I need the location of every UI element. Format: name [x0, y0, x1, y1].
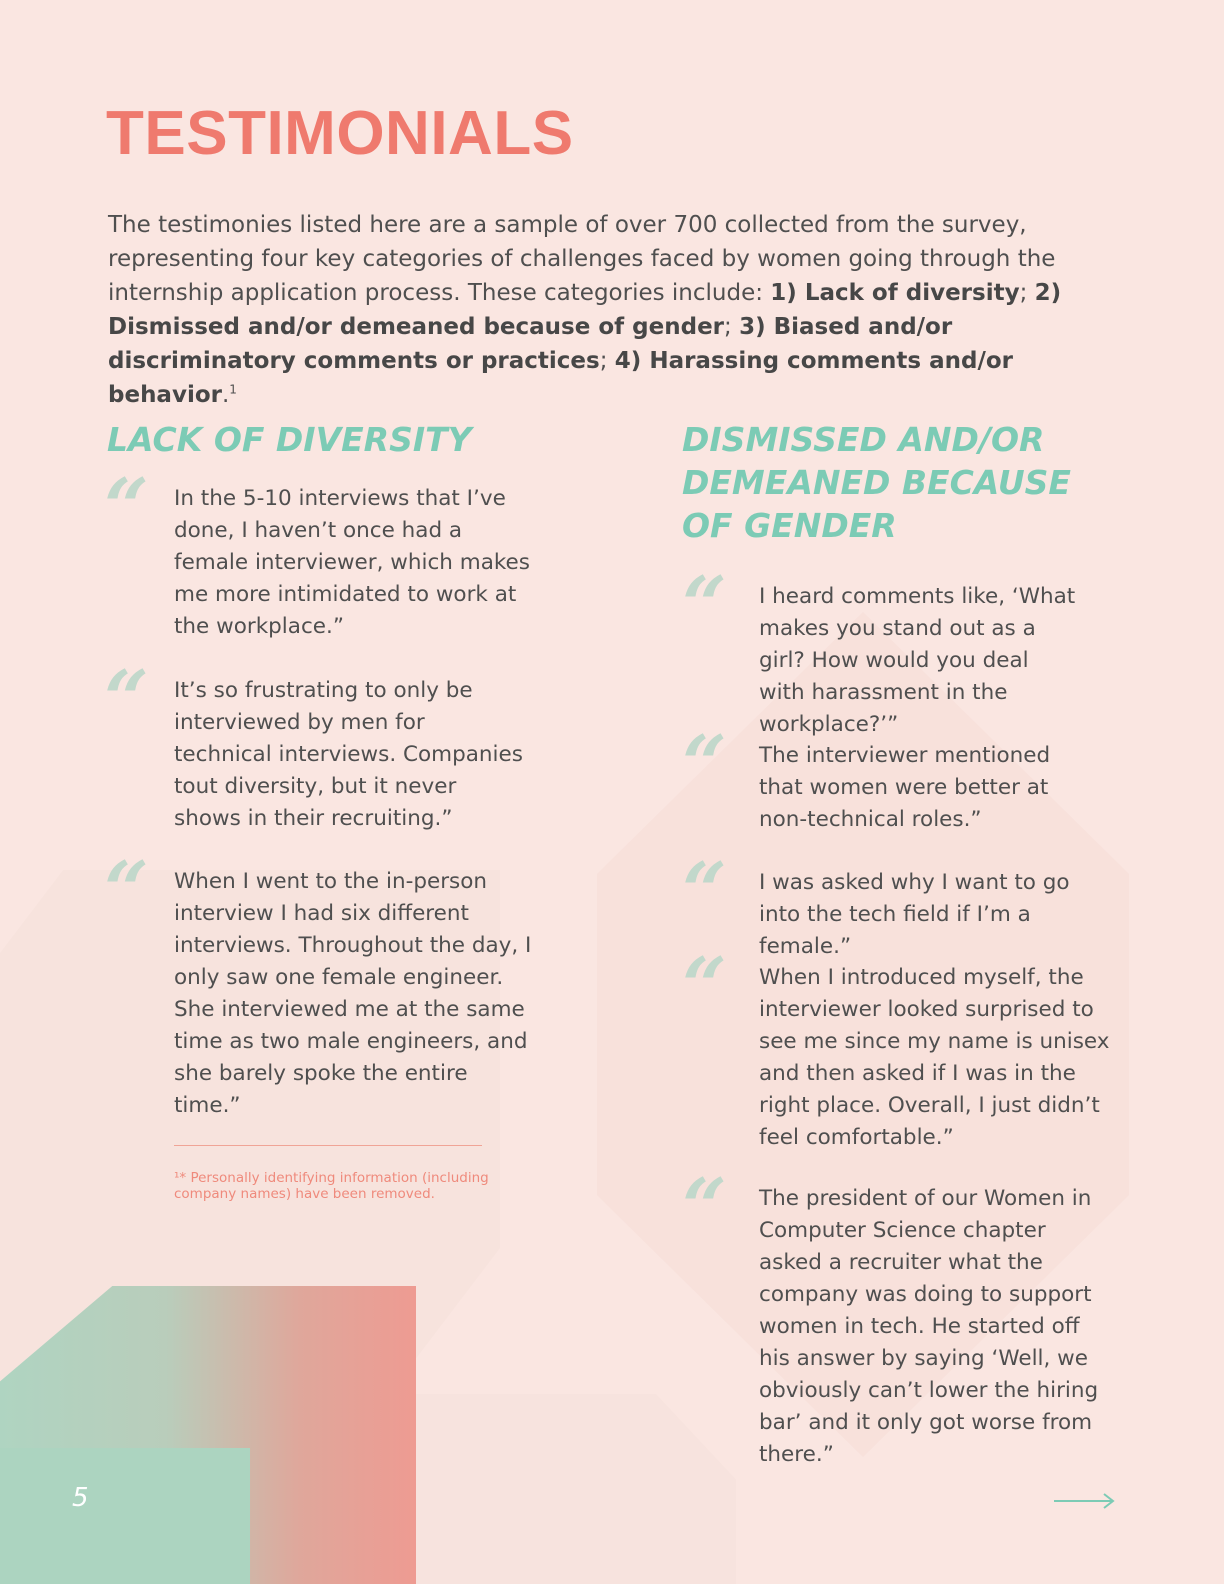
quote-text: When I introduced myself, the interviewer looked surprised to see me since my name is unisex and then asked if I was in the right place. Overall, I just didn’t feel comfortable.”	[759, 965, 1110, 1150]
arrow-right-icon[interactable]	[1052, 1491, 1116, 1511]
category-2: 2) Dismissed and/or demeaned because of gender	[108, 280, 1062, 340]
quote-text: It’s so frustrating to only be interviewed by men for technical interviews. Companies tout diversity, but it never shows in their recruiting.”	[174, 678, 523, 831]
footnote-reference: 1	[229, 382, 237, 397]
footnote-text: ¹* Personally identifying information (including company names) have been removed.	[174, 1170, 489, 1202]
quote-mark-icon: “	[682, 941, 727, 1032]
quote-dismissed-5	[682, 1162, 1109, 1471]
intro-lead: The testimonies listed here are a sample of over 700 collected from the survey, representing four key categories of challenges faced by women going through the internship application process. These categories include:	[108, 212, 1056, 306]
quote-text: When I went to the in-person interview I had six different interviews. Throughout the day, I only saw one female engineer. She interviewed me at the same time as two male engineers, and she barely spoke the entire time.”	[174, 869, 532, 1118]
quote-text: I was asked why I want to go into the tech field if I’m a female.”	[759, 870, 1070, 959]
quote-text: The president of our Women in Computer Science chapter asked a recruiter what the company was doing to support women in tech. He started off his answer by saying ‘Well, we obviously can’t lower the hiring bar’ and it only got worse from there.”	[759, 1186, 1099, 1467]
footnote-divider	[174, 1145, 482, 1146]
page-number: 5	[72, 1483, 89, 1513]
category-1: 1) Lack of diversity	[770, 280, 1020, 306]
intro-paragraph: The testimonies listed here are a sample of over 700 collected from the survey, representing four key categories of challenges faced by women going through the internship application process. These categories include: 1) Lack of diversity; 2) Dismissed and/or demeaned because of gender; 3) Biased and/or discriminatory comments or practices; 4) Harassing comments and/or behavior.$^1$	[108, 212, 1062, 408]
quote-mark-icon: “	[682, 846, 727, 937]
heading-lack-of-diversity: LACK OF DIVERSITY	[107, 420, 472, 459]
quote-mark-icon: “	[682, 1162, 727, 1253]
category-3: 3) Biased and/or discriminatory comments or practices	[108, 314, 953, 374]
quote-lack-of-diversity-2	[104, 654, 524, 835]
quote-mark-icon: “	[104, 462, 149, 553]
quote-mark-icon: “	[682, 560, 727, 651]
quote-text: I heard comments like, ‘What makes you stand out as a girl? How would you deal with harassment in the workplace?’”	[759, 584, 1076, 737]
quote-mark-icon: “	[104, 845, 149, 936]
quote-text: In the 5-10 interviews that I’ve done, I haven’t once had a female interviewer, which makes me more intimidated to work at the workplace.”	[174, 486, 530, 639]
quote-dismissed-1	[682, 560, 1079, 741]
quote-lack-of-diversity-3	[104, 845, 539, 1122]
heading-dismissed-because-of-gender	[682, 418, 1071, 547]
page-title: TESTIMONIALS	[106, 99, 574, 168]
heading-line-3: OF GENDER	[682, 506, 897, 545]
quote-dismissed-2	[682, 719, 1099, 836]
quote-dismissed-4	[682, 941, 1119, 1154]
quote-mark-icon: “	[104, 654, 149, 745]
heading-line-2: DEMEANED BECAUSE	[682, 463, 1071, 502]
category-4: 4) Harassing comments and/or behavior	[108, 348, 1013, 408]
quote-lack-of-diversity-1	[104, 462, 534, 643]
quote-dismissed-3	[682, 846, 1104, 963]
quote-mark-icon: “	[682, 719, 727, 810]
quote-text: The interviewer mentioned that women were better at non-technical roles.”	[759, 743, 1051, 832]
heading-line-1: DISMISSED AND/OR	[682, 420, 1045, 459]
